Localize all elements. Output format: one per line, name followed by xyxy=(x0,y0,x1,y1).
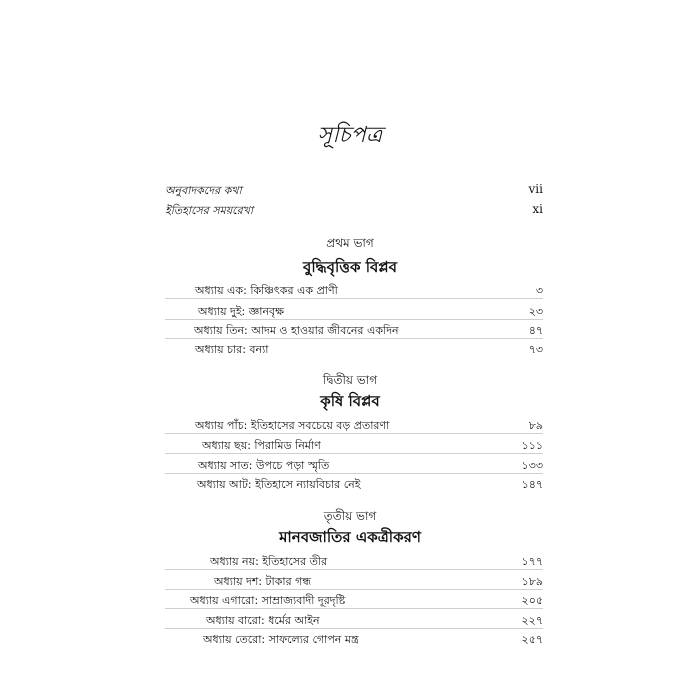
chapter-entry: অধ্যায় পাঁচ: ইতিহাসের সবচেয়ে বড় প্রতারণা xyxy=(195,419,390,432)
row-divider xyxy=(165,608,543,609)
chapter-entry: অধ্যায় এগারো: সাম্রাজ্যবাদী দূরদৃষ্টি xyxy=(190,594,346,607)
chapter-page: ২৩ xyxy=(528,305,543,318)
part-title: মানবজাতির একত্রীকরণ xyxy=(279,528,421,546)
chapter-entry: অধ্যায় তিন: আদম ও হাওয়ার জীবনের একদিন xyxy=(194,324,399,337)
front-matter-page: vii xyxy=(528,182,543,196)
chapter-entry: অধ্যায় এক: কিঞ্চিৎকর এক প্রাণী xyxy=(195,284,338,297)
chapter-row xyxy=(0,341,700,359)
row-divider xyxy=(165,319,543,320)
chapter-page: ১৩৩ xyxy=(521,459,543,472)
part-label: দ্বিতীয় ভাগ xyxy=(322,373,378,387)
front-matter-label: অনুবাদকদের কথা xyxy=(165,184,242,197)
chapter-entry: অধ্যায় বারো: ধর্মের আইন xyxy=(206,614,320,627)
chapter-entry: অধ্যায় চার: বন্যা xyxy=(195,343,269,356)
chapter-page: ৮৯ xyxy=(528,419,543,432)
part-label: তৃতীয় ভাগ xyxy=(323,509,377,523)
row-divider xyxy=(165,589,543,590)
row-divider xyxy=(165,569,543,570)
row-divider xyxy=(165,453,543,454)
part-title: বুদ্ধিবৃত্তিক বিপ্লব xyxy=(303,258,397,276)
chapter-entry: অধ্যায় আট: ইতিহাসে ন্যায়বিচার নেই xyxy=(197,478,361,491)
chapter-page: ১৭৭ xyxy=(521,555,543,568)
chapter-entry: অধ্যায় দুই: জ্ঞানবৃক্ষ xyxy=(198,305,285,318)
chapter-row xyxy=(0,476,700,494)
chapter-entry: অধ্যায় ছয়: পিরামিড নির্মাণ xyxy=(202,439,321,452)
chapter-entry: অধ্যায় নয়: ইতিহাসের তীর xyxy=(210,555,328,568)
part-title: কৃষি বিপ্লব xyxy=(320,392,380,410)
chapter-page: ২২৭ xyxy=(521,614,543,627)
front-matter-page: xi xyxy=(532,202,543,216)
row-divider xyxy=(165,628,543,629)
chapter-row xyxy=(0,631,700,649)
part-label: প্রথম ভাগ xyxy=(326,236,374,250)
chapter-page: ২৫৭ xyxy=(521,633,543,646)
front-matter-label: ইতিহাসের সময়রেখা xyxy=(165,204,254,217)
chapter-entry: অধ্যায় তেরো: সাফল্যের গোপন মন্ত্র xyxy=(203,633,359,646)
front-matter-item xyxy=(165,202,543,218)
chapter-page: ৭৩ xyxy=(528,343,543,356)
chapter-page: ১১১ xyxy=(521,439,543,452)
chapter-entry: অধ্যায় দশ: টাকার গন্ধ xyxy=(214,575,312,588)
chapter-page: ২০৫ xyxy=(521,594,543,607)
row-divider xyxy=(165,298,543,299)
chapter-page: ১৪৭ xyxy=(521,478,543,491)
row-divider xyxy=(165,473,543,474)
chapter-page: ৪৭ xyxy=(528,324,543,337)
chapter-page: ৩ xyxy=(535,284,543,297)
row-divider xyxy=(165,338,543,339)
chapter-entry: অধ্যায় সাত: উপচে পড়া স্মৃতি xyxy=(198,459,330,472)
chapter-page: ১৮৯ xyxy=(521,575,543,588)
front-matter-item xyxy=(165,182,543,198)
page-title: সূচিপত্র xyxy=(317,123,383,148)
row-divider xyxy=(165,433,543,434)
